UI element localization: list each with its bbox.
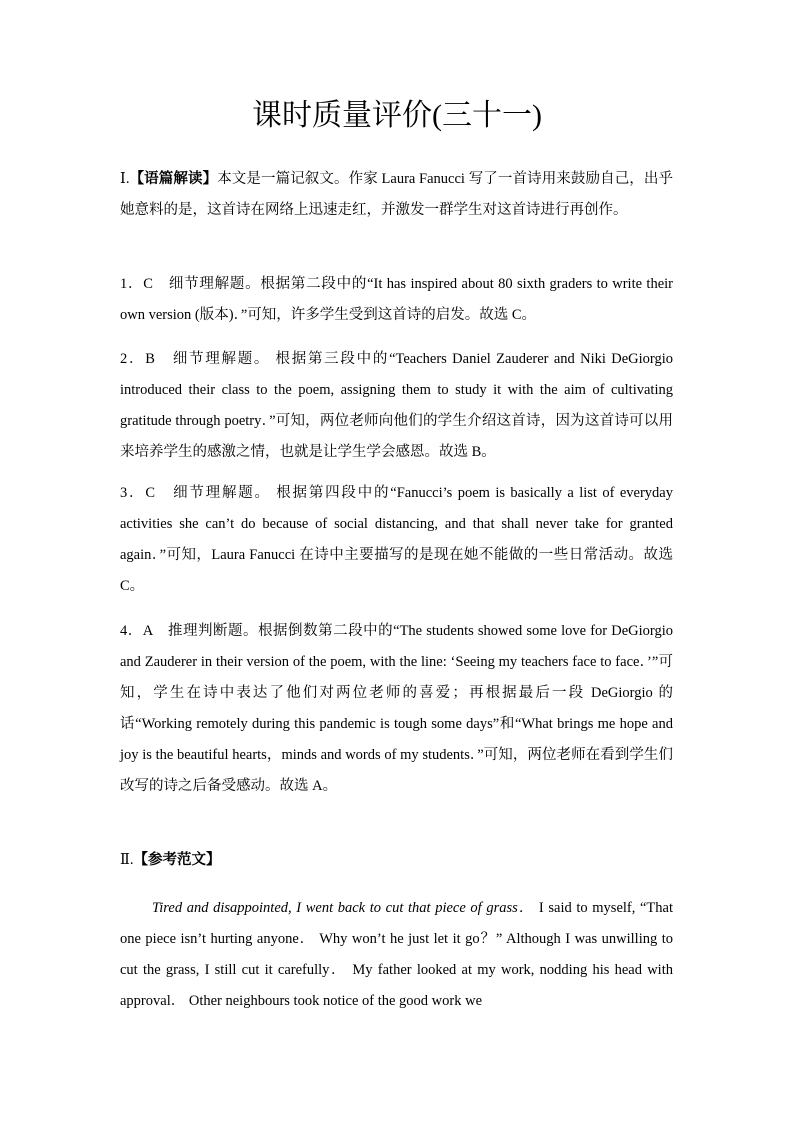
answer-item: 3．C 细节理解题。 根据第四段中的“Fanucci’s poem is basically a list of everyday activities she can’t do because of social distancing, and that shall never take for granted again．”可知，Laura Fanucci 在诗中主要描写的是现在她不能做的一些日常活动。故选 C。 (120, 485, 673, 594)
section-numeral: Ⅱ. (120, 852, 134, 868)
reading-analysis-paragraph (120, 164, 673, 226)
section-text: 本文是一篇记叙文。作家 Laura Fanucci 写了一首诗用来鼓励自己，出乎她意料的是，这首诗在网络上迅速走红，并激发一群学生对这首诗进行再创作。 (120, 171, 674, 218)
sample-essay-heading (120, 845, 673, 876)
section-heading: 【参考范文】 (133, 852, 221, 868)
sample-essay-paragraph (120, 893, 673, 1017)
essay-body: I said to myself, “That one piece isn’t hurting anyone． Why won’t he just let it go？” Although I was unwilling to cut the grass, I still cut it carefully． My father looked at my work, nodding his head with approval． Other neighbours took notice of the good work we (120, 900, 674, 1009)
section-numeral: Ⅰ. (120, 171, 130, 187)
answer-item: 1．C 细节理解题。根据第二段中的“It has inspired about 80 sixth graders to write their own version (版本)．”可知，许多学生受到这首诗的启发。故选 C。 (120, 276, 673, 323)
essay-lead-sentence: Tired and disappointed, I went back to cut that piece of grass． (152, 900, 535, 916)
section-heading: 【语篇解读】 (129, 171, 218, 187)
page-title: 课时质量评价(三十一) (252, 99, 542, 132)
answer-item: 4．A 推理判断题。根据倒数第二段中的“The students showed some love for DeGiorgio and Zauderer in their version of the poem, with the line: ‘Seeing my teachers face to face．’”可知，学生在诗中表达了他们对两位老师的喜爱；再根据最后一段 DeGiorgio 的话“Working remotely during this pandemic is tough some days”和“What brings me hope and joy is the beautiful hearts，minds and words of my students．”可知，两位老师在看到学生们改写的诗之后备受感动。故选 A。 (120, 623, 673, 794)
answer-item: 2．B 细节理解题。 根据第三段中的“Teachers Daniel Zauderer and Niki DeGiorgio introduced their class to the poem, assigning them to study it with the aim of cultivating gratitude through poetry．”可知，两位老师向他们的学生介绍这首诗，因为这首诗可以用来培养学生的感激之情，也就是让学生学会感恩。故选 B。 (120, 351, 673, 460)
